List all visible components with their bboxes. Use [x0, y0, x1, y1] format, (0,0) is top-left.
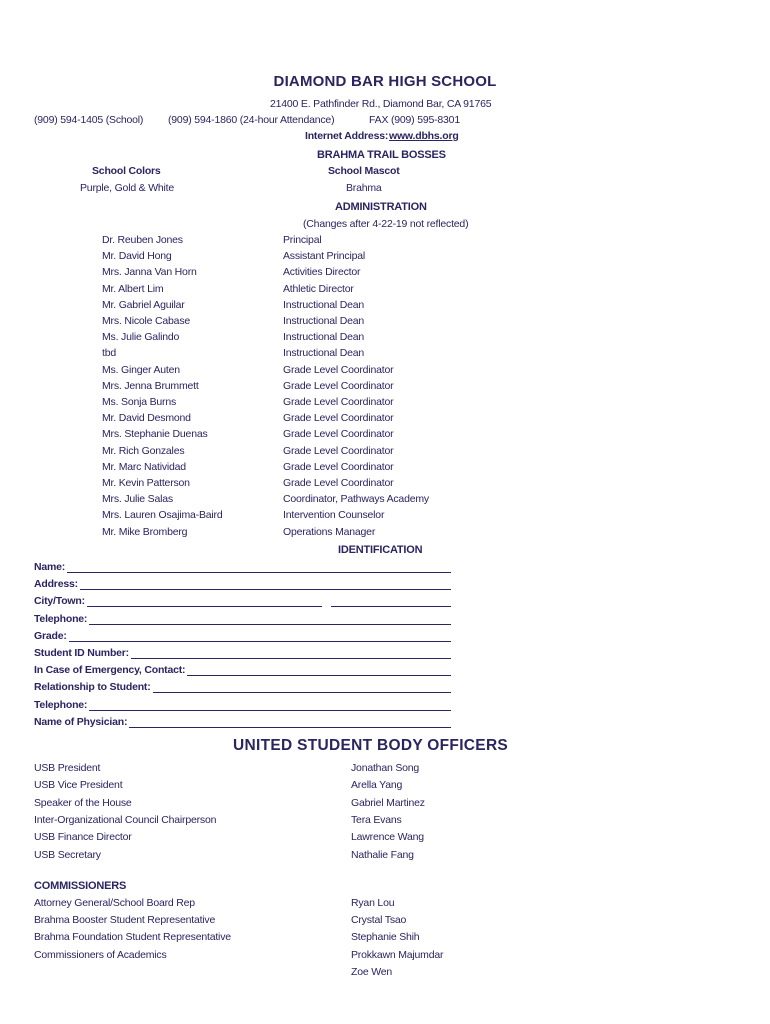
- form-field-line[interactable]: [67, 572, 451, 573]
- staff-role: Activities Director: [283, 266, 361, 279]
- commissioner-name: Ryan Lou: [351, 897, 395, 909]
- staff-name: Mrs. Jenna Brummett: [102, 379, 199, 392]
- school-mascot-value: Brahma: [346, 182, 382, 194]
- form-field-label: Name:: [34, 561, 66, 573]
- staff-role: Grade Level Coordinator: [283, 444, 394, 457]
- staff-name: Mrs. Stephanie Duenas: [102, 428, 208, 441]
- form-field-label: Telephone:: [34, 612, 88, 625]
- form-field-line[interactable]: [87, 606, 322, 607]
- form-field-label: Name of Physician:: [34, 715, 128, 728]
- usb-officer-role: USB President: [34, 762, 101, 774]
- staff-role: Principal: [283, 234, 322, 246]
- staff-role: Grade Level Coordinator: [283, 460, 394, 473]
- commissioner-name: Crystal Tsao: [351, 914, 407, 927]
- staff-role: Instructional Dean: [283, 331, 365, 344]
- commissioner-name: Stephanie Shih: [351, 931, 420, 944]
- administration-note: (Changes after 4-22-19 not reflected): [303, 218, 469, 230]
- form-field-line[interactable]: [80, 589, 451, 590]
- school-title: DIAMOND BAR HIGH SCHOOL: [273, 73, 497, 90]
- commissioner-name: Prokkawn Majumdar: [351, 948, 444, 961]
- internet-link[interactable]: www.dbhs.org: [389, 130, 459, 142]
- staff-name: Mr. Albert Lim: [102, 282, 164, 295]
- staff-role: Athletic Director: [283, 282, 354, 295]
- staff-name: Mrs. Janna Van Horn: [102, 266, 197, 279]
- commissioner-role: Brahma Foundation Student Representative: [34, 931, 231, 944]
- staff-name: Mr. David Desmond: [102, 412, 191, 425]
- staff-name: Mr. Rich Gonzales: [102, 444, 185, 457]
- form-field-label: In Case of Emergency, Contact:: [34, 664, 186, 677]
- form-field-label: Relationship to Student:: [34, 681, 151, 694]
- zip-code-line[interactable]: [331, 606, 451, 607]
- school-colors-label: School Colors: [92, 165, 161, 177]
- usb-officer-name: Tera Evans: [351, 813, 402, 826]
- phone-school: (909) 594-1405 (School): [34, 114, 144, 126]
- identification-heading: IDENTIFICATION: [338, 544, 423, 556]
- staff-role: Grade Level Coordinator: [283, 363, 394, 376]
- usb-officer-role: USB Finance Director: [34, 831, 132, 844]
- staff-role: Grade Level Coordinator: [283, 477, 394, 489]
- staff-role: Grade Level Coordinator: [283, 428, 394, 441]
- staff-role: Grade Level Coordinator: [283, 379, 394, 392]
- staff-name: Mrs. Lauren Osajima-Baird: [102, 509, 223, 522]
- usb-officer-role: USB Vice President: [34, 779, 123, 792]
- usb-officer-name: Jonathan Song: [351, 762, 420, 774]
- usb-officer-role: USB Secretary: [34, 848, 101, 861]
- commissioner-role: Commissioners of Academics: [34, 948, 167, 961]
- commissioner-role: Brahma Booster Student Representative: [34, 914, 216, 927]
- form-field-line[interactable]: [89, 624, 451, 625]
- staff-name: Mr. Kevin Patterson: [102, 477, 190, 489]
- staff-name: Ms. Julie Galindo: [102, 331, 180, 344]
- form-field-line[interactable]: [187, 675, 451, 676]
- phone-attendance: (909) 594-1860 (24-hour Attendance): [168, 114, 335, 126]
- staff-name: tbd: [102, 347, 116, 360]
- commissioner-role: Attorney General/School Board Rep: [34, 897, 195, 909]
- form-field-label: City/Town:: [34, 595, 85, 608]
- trail-bosses-heading: BRAHMA TRAIL BOSSES: [317, 149, 446, 161]
- staff-role: Operations Manager: [283, 525, 376, 538]
- administration-heading: ADMINISTRATION: [335, 201, 427, 213]
- staff-role: Intervention Counselor: [283, 509, 385, 522]
- usb-officer-role: Speaker of the House: [34, 796, 132, 809]
- staff-name: Mrs. Nicole Cabase: [102, 315, 191, 327]
- form-field-label: Grade:: [34, 629, 67, 642]
- staff-role: Assistant Principal: [283, 250, 365, 263]
- form-field-line[interactable]: [131, 658, 451, 659]
- staff-name: Dr. Reuben Jones: [102, 234, 183, 246]
- usb-officer-name: Lawrence Wang: [351, 831, 424, 844]
- usb-officer-name: Nathalie Fang: [351, 848, 414, 861]
- staff-role: Grade Level Coordinator: [283, 396, 394, 408]
- staff-role: Instructional Dean: [283, 298, 365, 311]
- form-field-line[interactable]: [69, 641, 451, 642]
- fax-number: FAX (909) 595-8301: [369, 114, 460, 126]
- school-mascot-label: School Mascot: [328, 165, 400, 177]
- usb-officer-role: Inter-Organizational Council Chairperson: [34, 813, 217, 826]
- internet-label: Internet Address:: [305, 130, 389, 142]
- staff-role: Instructional Dean: [283, 315, 365, 327]
- commissioners-heading: COMMISSIONERS: [34, 880, 127, 892]
- staff-name: Ms. Ginger Auten: [102, 363, 180, 376]
- form-field-label: Telephone:: [34, 698, 88, 711]
- form-field-label: Address:: [34, 578, 78, 591]
- form-field-line[interactable]: [153, 692, 451, 693]
- staff-name: Mr. David Hong: [102, 250, 172, 263]
- usb-officer-name: Gabriel Martinez: [351, 796, 425, 809]
- usb-officer-name: Arella Yang: [351, 779, 403, 792]
- form-field-label: Student ID Number:: [34, 647, 129, 659]
- form-field-line[interactable]: [129, 727, 451, 728]
- staff-name: Mr. Mike Bromberg: [102, 525, 188, 538]
- school-colors-value: Purple, Gold & White: [80, 182, 175, 194]
- staff-name: Mr. Gabriel Aguilar: [102, 298, 185, 311]
- staff-name: Mr. Marc Natividad: [102, 460, 186, 473]
- staff-name: Mrs. Julie Salas: [102, 493, 173, 506]
- commissioner-name: Zoe Wen: [351, 965, 393, 978]
- staff-name: Ms. Sonja Burns: [102, 396, 177, 408]
- staff-role: Grade Level Coordinator: [283, 412, 394, 425]
- staff-role: Instructional Dean: [283, 347, 365, 360]
- school-address: 21400 E. Pathfinder Rd., Diamond Bar, CA 91765: [270, 98, 492, 110]
- form-field-line[interactable]: [89, 710, 451, 711]
- usb-heading: UNITED STUDENT BODY OFFICERS: [233, 737, 509, 754]
- staff-role: Coordinator, Pathways Academy: [283, 493, 429, 506]
